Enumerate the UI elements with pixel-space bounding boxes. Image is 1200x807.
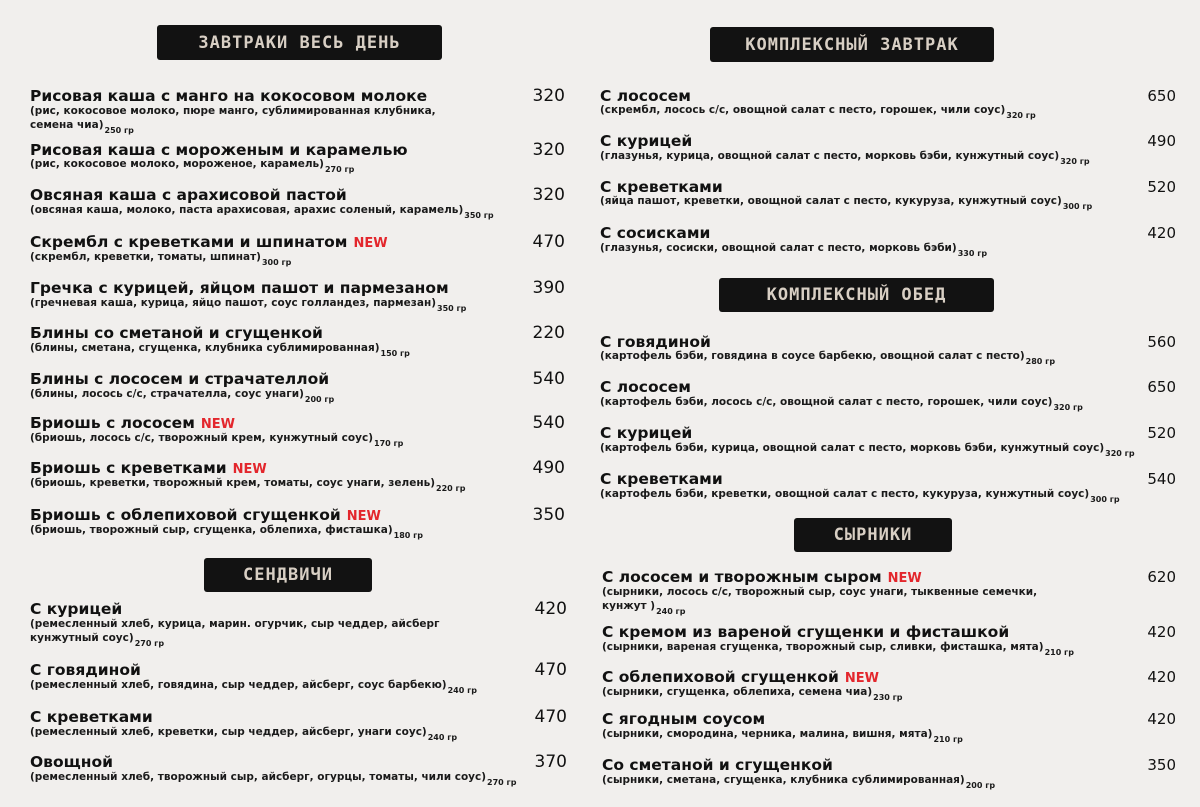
- item-name: [602, 568, 922, 588]
- item-description-text: (глазунья, сосиски, овощной салат с песто, морковь бэби): [600, 242, 957, 254]
- new-badge: NEW: [200, 417, 235, 432]
- item-price: 390: [532, 278, 565, 298]
- item-description: [600, 195, 1093, 211]
- item-description: [30, 524, 424, 540]
- item-description-text: (ремесленный хлеб, творожный сыр, айсберг, огурцы, томаты, чили соус): [30, 771, 487, 783]
- item-name-text: Скрембл с креветками и шпинатом: [30, 233, 348, 251]
- item-weight: 280 гр: [1025, 357, 1056, 366]
- item-description-text: (овсяная каша, молоко, паста арахисовая, арахис соленый, карамель): [30, 204, 464, 216]
- item-description: [30, 726, 458, 742]
- item-price: 520: [1147, 424, 1176, 442]
- item-weight: 300 гр: [1090, 495, 1120, 504]
- item-description: [30, 388, 335, 404]
- item-price: 540: [1147, 470, 1176, 488]
- item-name: [30, 661, 141, 679]
- item-name-text: Бриошь с облепиховой сгущенкой: [30, 506, 341, 524]
- item-description: [602, 641, 1074, 657]
- item-name-text: Бриошь с лососем: [30, 414, 195, 432]
- item-description-text: (скрембл, лосось с/с, овощной салат с песто, горошек, чили соус): [600, 104, 1006, 116]
- item-name: [602, 710, 765, 728]
- item-description: [30, 771, 517, 787]
- section-title: СЕНДВИЧИ: [204, 558, 372, 592]
- item-price: 420: [1147, 224, 1176, 242]
- item-description: [600, 488, 1120, 504]
- item-name-text: С говядиной: [30, 661, 141, 679]
- item-price: 470: [534, 660, 567, 680]
- new-badge: NEW: [346, 509, 381, 524]
- item-weight: 300 гр: [261, 258, 292, 267]
- item-description-text: (картофель бэби, креветки, овощной салат с песто, кукуруза, кунжутный соус): [600, 488, 1090, 500]
- item-name: [30, 506, 381, 526]
- item-weight: 170 гр: [374, 439, 404, 448]
- item-name-text: С облепиховой сгущенкой: [602, 668, 839, 686]
- item-name-text: Блины со сметаной и сгущенкой: [30, 324, 323, 342]
- item-description-text: (сырники, лосось с/с, творожный сыр, соус унаги, тыквенные семечки,: [602, 586, 1038, 598]
- item-price: 320: [532, 86, 565, 106]
- item-description-text: (картофель бэби, говядина в соусе барбекю, овощной салат с песто): [600, 350, 1025, 362]
- item-description-text: (картофель бэби, курица, овощной салат с песто, морковь бэби, кунжутный соус): [600, 442, 1105, 454]
- item-name: [30, 87, 427, 105]
- item-name: [30, 279, 449, 297]
- item-description: [30, 679, 477, 695]
- item-weight: 240 гр: [656, 607, 686, 616]
- section-title: СЫРНИКИ: [794, 518, 952, 552]
- item-weight: 200 гр: [304, 395, 335, 404]
- item-price: 470: [534, 707, 567, 727]
- item-description-text2: кунжут ): [602, 600, 656, 612]
- item-weight: 250 гр: [104, 126, 134, 135]
- item-description: [30, 158, 355, 174]
- item-name-text: С сосисками: [600, 224, 711, 242]
- item-name-text: Овсяная каша с арахисовой пастой: [30, 186, 347, 204]
- item-name: [30, 753, 113, 771]
- item-description-text: (ремесленный хлеб, говядина, сыр чеддер, айсберг, соус барбекю): [30, 679, 447, 691]
- item-description-text: (блины, лосось с/с, страчателла, соус унаги): [30, 388, 304, 400]
- item-name: [30, 459, 267, 479]
- item-name-text: С курицей: [600, 424, 693, 442]
- item-price: 320: [532, 185, 565, 205]
- item-description-text: (сырники, вареная сгущенка, творожный сыр, сливки, фисташка, мята): [602, 641, 1044, 653]
- item-description-text: (бриошь, креветки, творожный крем, томаты, соус унаги, зелень): [30, 477, 436, 489]
- item-price: 540: [532, 369, 565, 389]
- item-description: [30, 251, 292, 267]
- item-description-text: (бриошь, творожный сыр, сгущенка, облепиха, фисташка): [30, 524, 393, 536]
- item-description: [30, 297, 467, 313]
- item-description: [30, 618, 440, 631]
- item-name-text: Бриошь с креветками: [30, 459, 227, 477]
- item-weight: 320 гр: [1006, 111, 1036, 120]
- item-name: [30, 324, 323, 342]
- item-price: 320: [532, 140, 565, 160]
- item-name-text: С курицей: [30, 600, 123, 618]
- section-title: КОМПЛЕКСНЫЙ ОБЕД: [719, 278, 994, 312]
- item-name-text: С говядиной: [600, 333, 711, 351]
- item-weight: 150 гр: [380, 349, 410, 358]
- item-description-line2: [30, 119, 134, 135]
- item-price: 560: [1147, 333, 1176, 351]
- new-badge: NEW: [887, 571, 922, 586]
- new-badge: NEW: [844, 671, 879, 686]
- item-description-text: (ремесленный хлеб, курица, марин. огурчик, сыр чеддер, айсберг: [30, 618, 440, 630]
- item-weight: 230 гр: [873, 693, 903, 702]
- item-price: 650: [1147, 87, 1176, 105]
- item-description: [600, 150, 1090, 166]
- item-weight: 270 гр: [324, 165, 355, 174]
- item-name: [600, 224, 710, 242]
- item-weight: 220 гр: [436, 484, 466, 493]
- item-name: [600, 378, 691, 396]
- item-description: [600, 396, 1083, 412]
- item-price: 420: [534, 599, 567, 619]
- new-badge: NEW: [353, 236, 388, 251]
- item-name: [600, 333, 711, 351]
- item-name: [602, 668, 879, 688]
- item-description: [30, 105, 436, 118]
- item-name-text: Гречка с курицей, яйцом пашот и пармезаном: [30, 279, 449, 297]
- item-weight: 200 гр: [965, 781, 996, 790]
- item-name: [600, 424, 692, 442]
- item-price: 620: [1147, 568, 1176, 586]
- item-name: [30, 414, 235, 434]
- item-price: 370: [534, 752, 567, 772]
- item-price: 350: [532, 505, 565, 525]
- item-description: [600, 242, 988, 258]
- item-price: 490: [1147, 132, 1176, 150]
- new-badge: NEW: [232, 462, 267, 477]
- item-description-text: (гречневая каша, курица, яйцо пашот, соус голландез, пармезан): [30, 297, 436, 309]
- item-name-text: Рисовая каша с манго на кокосовом молоке: [30, 87, 428, 105]
- item-weight: 330 гр: [957, 249, 988, 258]
- item-weight: 270 гр: [487, 778, 517, 787]
- item-description: [30, 432, 404, 448]
- item-price: 350: [1147, 756, 1176, 774]
- item-price: 470: [532, 232, 565, 252]
- item-name: [30, 186, 347, 204]
- item-description-text: (картофель бэби, лосось с/с, овощной салат с песто, горошек, чили соус): [600, 396, 1053, 408]
- item-name-text: С ягодным соусом: [602, 710, 766, 728]
- item-price: 420: [1147, 710, 1176, 728]
- item-weight: 350 гр: [464, 211, 494, 220]
- item-name: [30, 233, 388, 253]
- item-weight: 320 гр: [1105, 449, 1135, 458]
- item-name-text: Рисовая каша с мороженым и карамелью: [30, 141, 408, 159]
- item-description: [600, 104, 1036, 120]
- item-description-text: (ремесленный хлеб, креветки, сыр чеддер, айсберг, унаги соус): [30, 726, 427, 738]
- item-description-text: (скрембл, креветки, томаты, шпинат): [30, 251, 261, 263]
- item-name: [602, 623, 1009, 641]
- item-weight: 180 гр: [393, 531, 424, 540]
- item-name: [30, 370, 329, 388]
- item-weight: 210 гр: [1044, 648, 1074, 657]
- item-weight: 240 гр: [447, 686, 477, 695]
- item-description: [600, 442, 1135, 458]
- item-name: [30, 708, 153, 726]
- item-name-text: С креветками: [30, 708, 153, 726]
- section-title: КОМПЛЕКСНЫЙ ЗАВТРАК: [710, 27, 994, 62]
- item-description-text: (сырники, сгущенка, облепиха, семена чиа): [602, 686, 873, 698]
- item-description-text2: семена чиа): [30, 119, 104, 131]
- item-description: [602, 686, 903, 702]
- item-name-text: С креветками: [600, 178, 723, 196]
- item-description-line2: [30, 632, 165, 648]
- item-weight: 320 гр: [1060, 157, 1090, 166]
- item-price: 520: [1147, 178, 1176, 196]
- item-name-text: С креветками: [600, 470, 723, 488]
- item-description-text: (бриошь, лосось с/с, творожный крем, кунжутный соус): [30, 432, 373, 444]
- item-weight: 300 гр: [1062, 202, 1093, 211]
- item-name: [600, 87, 691, 105]
- item-description-text: (глазунья, курица, овощной салат с песто, морковь бэби, кунжутный соус): [600, 150, 1060, 162]
- item-weight: 270 гр: [134, 639, 165, 648]
- item-description: [30, 204, 494, 220]
- item-name: [600, 470, 723, 488]
- item-price: 420: [1147, 668, 1176, 686]
- item-price: 220: [532, 323, 565, 343]
- item-weight: 210 гр: [933, 735, 963, 744]
- item-name-text: С лососем: [600, 378, 691, 396]
- item-weight: 350 гр: [437, 304, 467, 313]
- item-description: [602, 586, 1037, 599]
- section-title: ЗАВТРАКИ ВЕСЬ ДЕНЬ: [157, 25, 442, 60]
- item-description-text: (яйца пашот, креветки, овощной салат с песто, кукуруза, кунжутный соус): [600, 195, 1062, 207]
- item-price: 490: [532, 458, 565, 478]
- item-description: [602, 774, 996, 790]
- item-description-text2: кунжутный соус): [30, 632, 134, 644]
- item-name-text: Овощной: [30, 753, 113, 771]
- item-name-text: С лососем: [600, 87, 691, 105]
- item-description-text: (рис, кокосовое молоко, мороженое, карамель): [30, 158, 324, 170]
- item-weight: 240 гр: [427, 733, 458, 742]
- item-description-text: (сырники, смородина, черника, малина, вишня, мята): [602, 728, 933, 740]
- item-name-text: Блины с лососем и страчателлой: [30, 370, 330, 388]
- item-price: 420: [1147, 623, 1176, 641]
- item-name: [600, 132, 692, 150]
- item-description: [30, 342, 410, 358]
- item-name: [602, 756, 833, 774]
- item-name-text: Со сметаной и сгущенкой: [602, 756, 833, 774]
- item-description-text: (сырники, сметана, сгущенка, клубника сублимированная): [602, 774, 965, 786]
- item-price: 650: [1147, 378, 1176, 396]
- item-name: [30, 141, 408, 159]
- item-price: 540: [532, 413, 565, 433]
- item-weight: 320 гр: [1053, 403, 1083, 412]
- item-description: [600, 350, 1056, 366]
- item-description-text: (рис, кокосовое молоко, пюре манго, сублимированная клубника,: [30, 105, 436, 117]
- item-name-text: С кремом из вареной сгущенки и фисташкой: [602, 623, 1010, 641]
- item-description: [30, 477, 466, 493]
- item-description: [602, 728, 963, 744]
- item-name-text: С лососем и творожным сыром: [602, 568, 882, 586]
- item-name: [600, 178, 723, 196]
- item-name: [30, 600, 122, 618]
- item-description-text: (блины, сметана, сгущенка, клубника сублимированная): [30, 342, 380, 354]
- item-name-text: С курицей: [600, 132, 693, 150]
- item-description-line2: [602, 600, 686, 616]
